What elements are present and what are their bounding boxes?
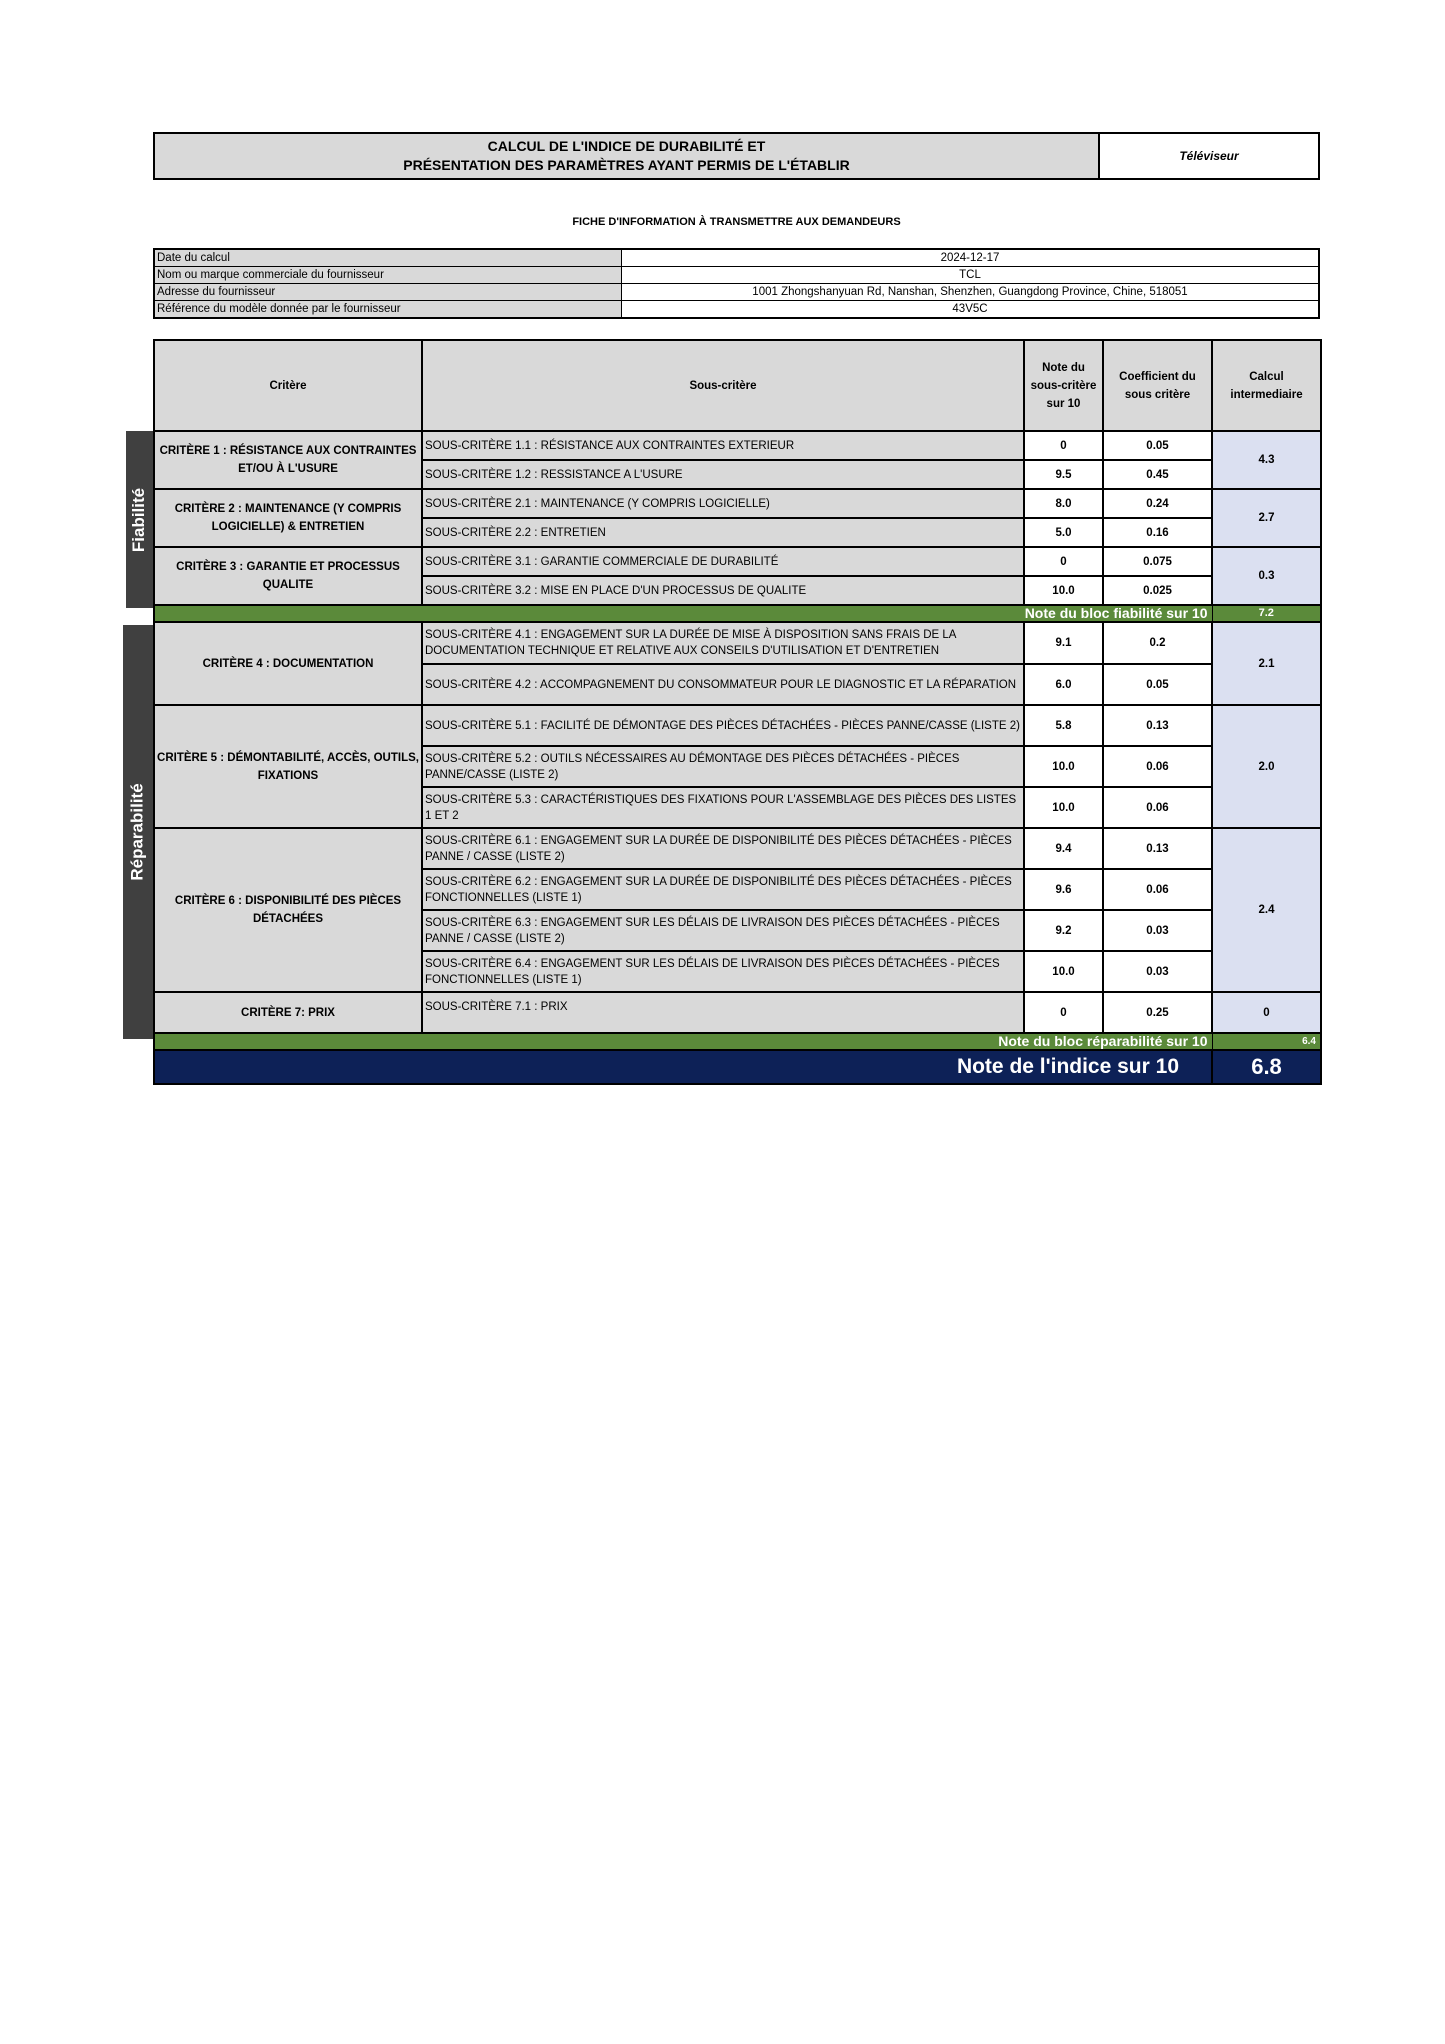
info-value: 1001 Zhongshanyuan Rd, Nanshan, Shenzhen, Guangdong Province, Chine, 518051 xyxy=(622,284,1320,301)
subcriterion-note: 0 xyxy=(1024,547,1103,576)
col-header-calc-line: intermediaire xyxy=(1230,388,1303,401)
block-score-label: Note du bloc réparabilité sur 10 xyxy=(154,1033,1212,1050)
subcriterion-note: 10.0 xyxy=(1024,787,1103,828)
title-box xyxy=(153,132,1320,180)
table-row xyxy=(154,828,1321,869)
subcriterion-note: 9.2 xyxy=(1024,910,1103,951)
subcriterion-note: 10.0 xyxy=(1024,576,1103,605)
criterion-cell: CRITÈRE 3 : GARANTIE ET PROCESSUS QUALITE xyxy=(154,547,422,605)
subcriterion-coef: 0.25 xyxy=(1103,992,1212,1033)
info-label: Date du calcul xyxy=(154,249,622,267)
subcriterion-coef: 0.06 xyxy=(1103,746,1212,787)
side-tab-reparabilite xyxy=(123,625,153,1039)
subcriterion-label: SOUS-CRITÈRE 6.4 : ENGAGEMENT SUR LES DÉLAIS DE LIVRAISON DES PIÈCES DÉTACHÉES - PIÈCES FONCTIONNELLES (LISTE 1) xyxy=(422,951,1024,992)
subcriterion-label: SOUS-CRITÈRE 1.2 : RESSISTANCE A L'USURE xyxy=(422,460,1024,489)
col-header-calc-line: Calcul xyxy=(1249,370,1284,383)
block-score-value: 7.2 xyxy=(1212,605,1321,622)
subcriterion-note: 6.0 xyxy=(1024,664,1103,705)
table-row xyxy=(154,547,1321,576)
subcriterion-note: 9.1 xyxy=(1024,622,1103,664)
subcriterion-coef: 0.06 xyxy=(1103,869,1212,910)
info-row-date xyxy=(154,249,1319,267)
subcriterion-note: 9.5 xyxy=(1024,460,1103,489)
col-header-note-line: Note du xyxy=(1042,361,1085,374)
subcriterion-coef: 0.13 xyxy=(1103,828,1212,869)
table-header-row xyxy=(154,340,1321,431)
block-score-value: 6.4 xyxy=(1212,1033,1321,1050)
subcriterion-coef: 0.03 xyxy=(1103,951,1212,992)
intermediate-calc: 4.3 xyxy=(1212,431,1321,489)
col-header-sous-critere: Sous-critère xyxy=(422,340,1024,431)
subcriterion-label: SOUS-CRITÈRE 3.2 : MISE EN PLACE D'UN PROCESSUS DE QUALITE xyxy=(422,576,1024,605)
intermediate-calc: 2.1 xyxy=(1212,622,1321,705)
final-score-row xyxy=(154,1050,1321,1084)
side-tab-label: Réparabilité xyxy=(128,783,147,881)
subcriterion-label: SOUS-CRITÈRE 4.2 : ACCOMPAGNEMENT DU CONSOMMATEUR POUR LE DIAGNOSTIC ET LA RÉPARATION xyxy=(422,664,1024,705)
criterion-cell: CRITÈRE 4 : DOCUMENTATION xyxy=(154,622,422,705)
subcriterion-coef: 0.03 xyxy=(1103,910,1212,951)
info-value: 43V5C xyxy=(622,301,1320,319)
criterion-cell: CRITÈRE 7: PRIX xyxy=(154,992,422,1033)
block-score-label: Note du bloc fiabilité sur 10 xyxy=(154,605,1212,622)
subcriterion-coef: 0.2 xyxy=(1103,622,1212,664)
subcriterion-coef: 0.05 xyxy=(1103,431,1212,460)
subcriterion-coef: 0.06 xyxy=(1103,787,1212,828)
subcriterion-note: 9.4 xyxy=(1024,828,1103,869)
info-label: Adresse du fournisseur xyxy=(154,284,622,301)
info-row-brand xyxy=(154,267,1319,284)
product-type: Téléviseur xyxy=(1179,149,1239,163)
subcriterion-coef: 0.24 xyxy=(1103,489,1212,518)
table-row xyxy=(154,622,1321,664)
col-header-coef-line: sous critère xyxy=(1124,388,1191,401)
col-header-critere: Critère xyxy=(154,340,422,431)
subcriterion-label: SOUS-CRITÈRE 5.1 : FACILITÉ DE DÉMONTAGE DES PIÈCES DÉTACHÉES - PIÈCES PANNE/CASSE (LISTE 2) xyxy=(422,705,1024,746)
subcriterion-coef: 0.45 xyxy=(1103,460,1212,489)
col-header-coef-line: Coefficient du xyxy=(1119,370,1196,383)
supplier-info-table xyxy=(153,248,1320,319)
col-header-coefficient xyxy=(1103,340,1212,431)
subcriterion-label: SOUS-CRITÈRE 6.3 : ENGAGEMENT SUR LES DÉLAIS DE LIVRAISON DES PIÈCES DÉTACHÉES - PIÈCES PANNE / CASSE (LISTE 2) xyxy=(422,910,1024,951)
intermediate-calc: 0.3 xyxy=(1212,547,1321,605)
subcriterion-note: 10.0 xyxy=(1024,746,1103,787)
subcriterion-coef: 0.075 xyxy=(1103,547,1212,576)
table-row xyxy=(154,431,1321,460)
title-line-2: PRÉSENTATION DES PARAMÈTRES AYANT PERMIS DE L'ÉTABLIR xyxy=(403,157,850,173)
info-value: TCL xyxy=(622,267,1320,284)
subcriterion-label: SOUS-CRITÈRE 2.2 : ENTRETIEN xyxy=(422,518,1024,547)
subcriterion-label: SOUS-CRITÈRE 3.1 : GARANTIE COMMERCIALE DE DURABILITÉ xyxy=(422,547,1024,576)
final-score-value: 6.8 xyxy=(1212,1050,1321,1084)
info-row-address xyxy=(154,284,1319,301)
criterion-cell: CRITÈRE 5 : DÉMONTABILITÉ, ACCÈS, OUTILS, FIXATIONS xyxy=(154,705,422,828)
subcriterion-label: SOUS-CRITÈRE 5.3 : CARACTÉRISTIQUES DES FIXATIONS POUR L'ASSEMBLAGE DES PIÈCES DES LISTES 1 ET 2 xyxy=(422,787,1024,828)
subcriterion-label: SOUS-CRITÈRE 1.1 : RÉSISTANCE AUX CONTRAINTES EXTERIEUR xyxy=(422,431,1024,460)
block-score-row-fiabilite xyxy=(154,605,1321,622)
subcriterion-label: SOUS-CRITÈRE 2.1 : MAINTENANCE (Y COMPRIS LOGICIELLE) xyxy=(422,489,1024,518)
subcriterion-coef: 0.16 xyxy=(1103,518,1212,547)
info-row-model xyxy=(154,301,1319,319)
subcriterion-coef: 0.05 xyxy=(1103,664,1212,705)
side-tab-fiabilite xyxy=(126,431,153,608)
subcriterion-note: 10.0 xyxy=(1024,951,1103,992)
subcriterion-note: 0 xyxy=(1024,431,1103,460)
subcriterion-note: 8.0 xyxy=(1024,489,1103,518)
subcriterion-label: SOUS-CRITÈRE 7.1 : PRIX xyxy=(422,992,1024,1033)
info-value: 2024-12-17 xyxy=(622,249,1320,267)
col-header-calcul xyxy=(1212,340,1321,431)
criterion-cell: CRITÈRE 6 : DISPONIBILITÉ DES PIÈCES DÉTACHÉES xyxy=(154,828,422,992)
col-header-note xyxy=(1024,340,1103,431)
info-label: Référence du modèle donnée par le fournisseur xyxy=(154,301,622,319)
final-score-label: Note de l'indice sur 10 xyxy=(154,1050,1212,1084)
subcriterion-note: 0 xyxy=(1024,992,1103,1033)
document-title xyxy=(155,134,1100,178)
subcriterion-label: SOUS-CRITÈRE 6.2 : ENGAGEMENT SUR LA DURÉE DE DISPONIBILITÉ DES PIÈCES DÉTACHÉES - PIÈCES FONCTIONNELLES (LISTE 1) xyxy=(422,869,1024,910)
col-header-note-line: sur 10 xyxy=(1046,397,1081,410)
table-row xyxy=(154,489,1321,518)
table-row xyxy=(154,705,1321,746)
table-row xyxy=(154,992,1321,1033)
subcriterion-note: 5.0 xyxy=(1024,518,1103,547)
intermediate-calc: 2.0 xyxy=(1212,705,1321,828)
subcriterion-note: 9.6 xyxy=(1024,869,1103,910)
block-score-row-reparabilite xyxy=(154,1033,1321,1050)
intermediate-calc: 2.7 xyxy=(1212,489,1321,547)
intermediate-calc: 0 xyxy=(1212,992,1321,1033)
subcriterion-label: SOUS-CRITÈRE 4.1 : ENGAGEMENT SUR LA DURÉE DE MISE À DISPOSITION SANS FRAIS DE LA DOCUMENTATION TECHNIQUE ET RELATIVE AUX CONSEILS D'UTILISATION ET D'ENTRETIEN xyxy=(422,622,1024,664)
col-header-note-line: sous-critère xyxy=(1030,379,1097,392)
intermediate-calc: 2.4 xyxy=(1212,828,1321,992)
subcriterion-label: SOUS-CRITÈRE 6.1 : ENGAGEMENT SUR LA DURÉE DE DISPONIBILITÉ DES PIÈCES DÉTACHÉES - PIÈCES PANNE / CASSE (LISTE 2) xyxy=(422,828,1024,869)
title-line-1: CALCUL DE L'INDICE DE DURABILITÉ ET xyxy=(487,138,766,154)
subcriterion-coef: 0.025 xyxy=(1103,576,1212,605)
criterion-cell: CRITÈRE 1 : RÉSISTANCE AUX CONTRAINTES ET/OU À L'USURE xyxy=(154,431,422,489)
subcriterion-label: SOUS-CRITÈRE 5.2 : OUTILS NÉCESSAIRES AU DÉMONTAGE DES PIÈCES DÉTACHÉES - PIÈCES PANNE/CASSE (LISTE 2) xyxy=(422,746,1024,787)
info-label: Nom ou marque commerciale du fournisseur xyxy=(154,267,622,284)
side-tab-label: Fiabilité xyxy=(129,487,149,552)
durability-index-table xyxy=(153,339,1322,1085)
subcriterion-coef: 0.13 xyxy=(1103,705,1212,746)
form-subtitle: FICHE D'INFORMATION À TRANSMETTRE AUX DEMANDEURS xyxy=(572,216,901,228)
subcriterion-note: 5.8 xyxy=(1024,705,1103,746)
criterion-cell: CRITÈRE 2 : MAINTENANCE (Y COMPRIS LOGICIELLE) & ENTRETIEN xyxy=(154,489,422,547)
